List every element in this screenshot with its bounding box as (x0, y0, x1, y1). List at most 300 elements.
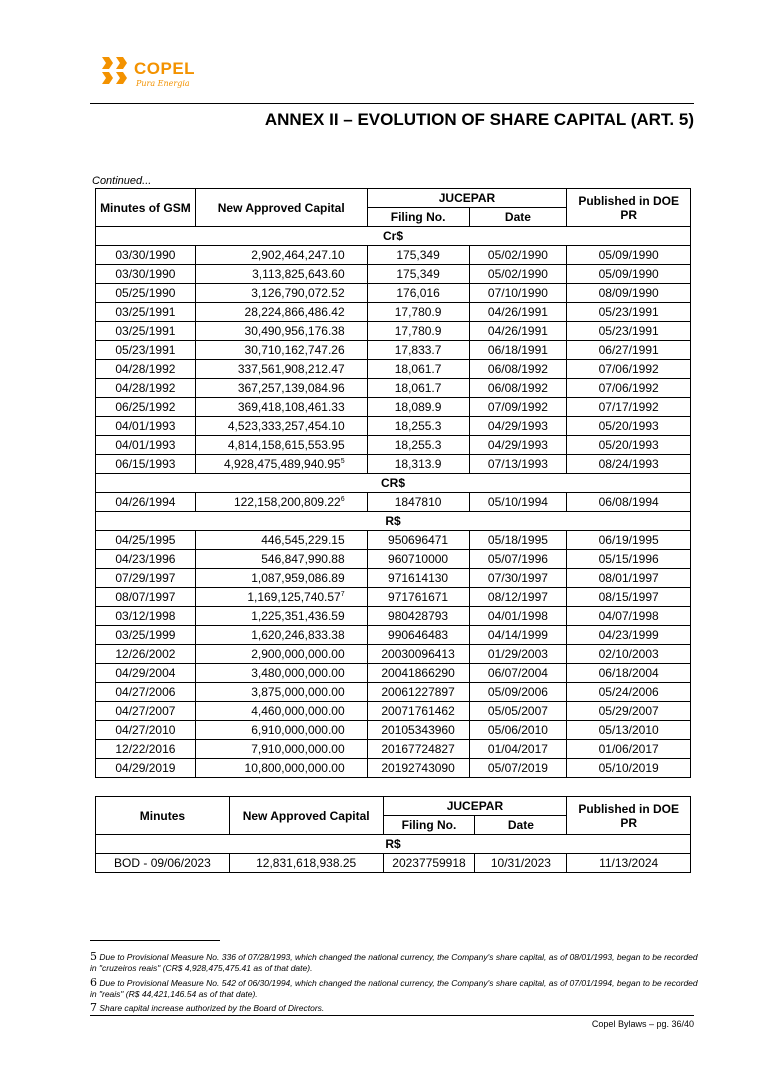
cell-date (469, 607, 567, 626)
cell-capital (195, 379, 367, 398)
cell-value: 337,561,908,212.47 (237, 362, 345, 376)
copel-logo-icon (100, 55, 130, 87)
cell-value: 6,910,000,000.00 (251, 723, 345, 737)
cell-filing (367, 664, 469, 683)
col-date: Date (469, 208, 567, 227)
cell-value: 20061227897 (381, 685, 455, 699)
cell-value: 980428793 (388, 609, 449, 623)
cell-value: 1,169,125,740.57 (247, 590, 341, 604)
col-filing: Filing No. (383, 816, 475, 835)
cell-value: 05/20/1993 (598, 419, 659, 433)
cell-minutes (96, 607, 196, 626)
footnote-ref: 5 (340, 458, 345, 465)
cell-capital (195, 322, 367, 341)
cell-value: 08/09/1990 (598, 286, 659, 300)
cell-value: 04/29/2019 (115, 761, 176, 775)
col-date: Date (475, 816, 567, 835)
section-row (96, 512, 691, 531)
cell-filing (367, 550, 469, 569)
table-row (96, 360, 691, 379)
col-published: Published in DOE PR (567, 797, 691, 835)
cell-value: 367,257,139,084.96 (237, 381, 345, 395)
table-row (96, 759, 691, 778)
cell-value: 18,255.3 (394, 419, 442, 433)
table-row (96, 417, 691, 436)
cell-value: 03/25/1991 (115, 324, 176, 338)
cell-published (567, 303, 691, 322)
section-row (96, 835, 691, 854)
cell-date (469, 360, 567, 379)
col-jucepar: JUCEPAR (383, 797, 567, 816)
cell-value: 176,016 (396, 286, 440, 300)
cell-date (469, 341, 567, 360)
cell-value: 971761671 (388, 590, 449, 604)
cell-capital (195, 341, 367, 360)
cell-value: 3,480,000,000.00 (251, 666, 345, 680)
cell-capital (195, 702, 367, 721)
cell-published (567, 398, 691, 417)
cell-value: 3,126,790,072.52 (251, 286, 345, 300)
footnote-rule (90, 940, 220, 941)
footer-rule (90, 1015, 694, 1016)
cell-capital: 12,831,618,938.25 (229, 854, 383, 873)
footnote-7 (90, 1002, 698, 1014)
page-title: ANNEX II – EVOLUTION OF SHARE CAPITAL (ART. 5) (264, 110, 694, 129)
cell-value: 04/01/1993 (115, 419, 176, 433)
table-row (96, 455, 691, 474)
cell-date (469, 303, 567, 322)
cell-value: 05/13/2010 (598, 723, 659, 737)
cell-minutes (96, 721, 196, 740)
cell-published (567, 246, 691, 265)
cell-published (567, 588, 691, 607)
cell-value: 05/07/2019 (487, 761, 548, 775)
cell-value: 01/29/2003 (487, 647, 548, 661)
footnote-text: Share capital increase authorized by the Board of Directors. (99, 1003, 325, 1013)
cell-date (469, 759, 567, 778)
cell-date (469, 322, 567, 341)
footnote-6 (90, 977, 698, 1000)
table-row (96, 303, 691, 322)
cell-value: 175,349 (396, 248, 440, 262)
cell-value: 06/08/1992 (487, 381, 548, 395)
cell-date (469, 246, 567, 265)
currency-label: R$ (96, 835, 691, 854)
cell-value: 04/01/1998 (487, 609, 548, 623)
cell-date (469, 588, 567, 607)
cell-capital (195, 265, 367, 284)
cell-value: 1,225,351,436.59 (251, 609, 345, 623)
table-row (96, 721, 691, 740)
cell-filing (367, 702, 469, 721)
cell-value: 05/06/2010 (487, 723, 548, 737)
cell-published (567, 455, 691, 474)
cell-minutes: BOD - 09/06/2023 (96, 854, 230, 873)
cell-value: 10,800,000,000.00 (244, 761, 345, 775)
cell-published (567, 683, 691, 702)
cell-value: 03/12/1998 (115, 609, 176, 623)
cell-date (469, 721, 567, 740)
cell-filing (367, 265, 469, 284)
cell-value: 04/26/1991 (487, 305, 548, 319)
cell-value: 950696471 (388, 533, 449, 547)
table-row (96, 379, 691, 398)
cell-value: 17,833.7 (394, 343, 442, 357)
cell-published (567, 721, 691, 740)
cell-date (469, 436, 567, 455)
cell-date (469, 455, 567, 474)
footnote-ref: 7 (340, 591, 345, 598)
cell-value: 03/25/1999 (115, 628, 176, 642)
currency-label: Cr$ (96, 227, 691, 246)
cell-value: 2,902,464,247.10 (251, 248, 345, 262)
cell-published (567, 664, 691, 683)
col-filing: Filing No. (367, 208, 469, 227)
cell-minutes (96, 759, 196, 778)
cell-minutes (96, 436, 196, 455)
cell-value: 17,780.9 (394, 305, 442, 319)
table-row (96, 569, 691, 588)
cell-value: 05/07/1996 (487, 552, 548, 566)
cell-date (469, 398, 567, 417)
cell-capital (195, 531, 367, 550)
cell-minutes (96, 531, 196, 550)
col-capital: New Approved Capital (229, 797, 383, 835)
cell-value: 04/26/1994 (115, 495, 176, 509)
table-row (96, 341, 691, 360)
cell-value: 122,158,200,809.22 (233, 495, 341, 509)
cell-value: 07/29/1997 (115, 571, 176, 585)
share-capital-table (95, 188, 691, 778)
cell-capital (195, 284, 367, 303)
table-row (96, 645, 691, 664)
cell-value: 06/08/1992 (487, 362, 548, 376)
cell-capital (195, 664, 367, 683)
brand-name: COPEL (134, 59, 196, 78)
cell-filing (367, 455, 469, 474)
table-row (96, 626, 691, 645)
cell-value: 05/02/1990 (487, 248, 548, 262)
cell-value: 28,224,866,486.42 (244, 305, 345, 319)
cell-published (567, 759, 691, 778)
cell-date (469, 740, 567, 759)
cell-value: 05/23/1991 (115, 343, 176, 357)
cell-filing (367, 398, 469, 417)
table-row (96, 683, 691, 702)
cell-value: 04/26/1991 (487, 324, 548, 338)
cell-value: 4,460,000,000.00 (251, 704, 345, 718)
continued-note: Continued... (92, 175, 152, 187)
cell-value: 04/07/1998 (598, 609, 659, 623)
cell-value: 4,523,333,257,454.10 (227, 419, 345, 433)
cell-date (469, 550, 567, 569)
cell-capital (195, 645, 367, 664)
cell-value: 07/17/1992 (598, 400, 659, 414)
cell-value: 04/27/2007 (115, 704, 176, 718)
cell-capital (195, 398, 367, 417)
cell-value: 05/23/1991 (598, 305, 659, 319)
cell-capital (195, 550, 367, 569)
table-row (96, 322, 691, 341)
table-row (96, 284, 691, 303)
cell-value: 1,620,246,833.38 (251, 628, 345, 642)
cell-published (567, 436, 691, 455)
cell-value: 20192743090 (381, 761, 455, 775)
col-published: Published in DOE PR (567, 189, 691, 227)
cell-minutes (96, 702, 196, 721)
cell-value: 18,255.3 (394, 438, 442, 452)
cell-value: 20030096413 (381, 647, 455, 661)
cell-published (567, 417, 691, 436)
cell-value: 04/28/1992 (115, 381, 176, 395)
cell-value: 30,490,956,176.38 (244, 324, 345, 338)
cell-filing (367, 303, 469, 322)
cell-value: 04/01/1993 (115, 438, 176, 452)
cell-value: 04/29/2004 (115, 666, 176, 680)
brand-tagline: Pura Energia (136, 79, 190, 88)
cell-date (469, 645, 567, 664)
cell-published (567, 645, 691, 664)
cell-value: 01/06/2017 (598, 742, 659, 756)
cell-minutes (96, 683, 196, 702)
cell-value: 04/28/1992 (115, 362, 176, 376)
cell-filing (367, 531, 469, 550)
cell-minutes (96, 379, 196, 398)
cell-minutes (96, 322, 196, 341)
cell-value: 07/13/1993 (487, 457, 548, 471)
cell-published (567, 493, 691, 512)
cell-value: 2,900,000,000.00 (251, 647, 345, 661)
footnote-number: 5 (90, 950, 97, 963)
cell-filing (367, 284, 469, 303)
cell-value: 990646483 (388, 628, 449, 642)
cell-value: 06/19/1995 (598, 533, 659, 547)
cell-minutes (96, 740, 196, 759)
cell-date (469, 284, 567, 303)
cell-minutes (96, 265, 196, 284)
cell-value: 05/15/1996 (598, 552, 659, 566)
cell-value: 04/27/2010 (115, 723, 176, 737)
cell-published (567, 379, 691, 398)
cell-capital (195, 683, 367, 702)
cell-value: 20071761462 (381, 704, 455, 718)
cell-minutes (96, 246, 196, 265)
cell-published (567, 569, 691, 588)
cell-value: 20041866290 (381, 666, 455, 680)
cell-date (469, 702, 567, 721)
table-row (96, 607, 691, 626)
cell-value: 05/18/1995 (487, 533, 548, 547)
cell-value: 12/22/2016 (115, 742, 176, 756)
table-row (96, 588, 691, 607)
currency-label: R$ (96, 512, 691, 531)
cell-value: 07/06/1992 (598, 381, 659, 395)
cell-minutes (96, 664, 196, 683)
cell-published (567, 607, 691, 626)
col-minutes: Minutes (96, 797, 230, 835)
cell-value: 17,780.9 (394, 324, 442, 338)
cell-value: 04/14/1999 (487, 628, 548, 642)
cell-value: 06/27/1991 (598, 343, 659, 357)
cell-value: 05/23/1991 (598, 324, 659, 338)
cell-capital (195, 246, 367, 265)
cell-filing (367, 626, 469, 645)
table-row (96, 740, 691, 759)
cell-date (469, 379, 567, 398)
cell-capital (195, 455, 367, 474)
cell-value: 05/20/1993 (598, 438, 659, 452)
table-row (96, 854, 691, 873)
cell-value: 07/09/1992 (487, 400, 548, 414)
table-row (96, 702, 691, 721)
cell-date: 10/31/2023 (475, 854, 567, 873)
cell-value: 175,349 (396, 267, 440, 281)
cell-minutes (96, 398, 196, 417)
cell-published (567, 740, 691, 759)
cell-value: 546,847,990.88 (261, 552, 345, 566)
cell-published (567, 265, 691, 284)
cell-date (469, 569, 567, 588)
cell-date (469, 417, 567, 436)
section-row (96, 227, 691, 246)
cell-filing (367, 607, 469, 626)
section-row (96, 474, 691, 493)
cell-value: 07/06/1992 (598, 362, 659, 376)
cell-value: 06/18/1991 (487, 343, 548, 357)
cell-published (567, 550, 691, 569)
cell-value: 07/10/1990 (487, 286, 548, 300)
cell-capital (195, 493, 367, 512)
cell-value: 08/01/1997 (598, 571, 659, 585)
cell-value: 4,928,475,489,940.95 (223, 457, 341, 471)
cell-capital (195, 607, 367, 626)
cell-published: 11/13/2024 (567, 854, 691, 873)
cell-capital (195, 436, 367, 455)
cell-value: 971614130 (388, 571, 449, 585)
cell-value: 05/05/2007 (487, 704, 548, 718)
cell-value: 05/09/1990 (598, 248, 659, 262)
cell-date (469, 493, 567, 512)
cell-value: 18,061.7 (394, 362, 442, 376)
cell-value: 3,875,000,000.00 (251, 685, 345, 699)
cell-filing (367, 246, 469, 265)
cell-filing (367, 588, 469, 607)
table-row (96, 246, 691, 265)
cell-value: 3,113,825,643.60 (252, 267, 345, 281)
cell-minutes (96, 645, 196, 664)
cell-capital (195, 740, 367, 759)
cell-value: 05/02/1990 (487, 267, 548, 281)
cell-filing (367, 417, 469, 436)
cell-capital (195, 759, 367, 778)
cell-value: 08/24/1993 (598, 457, 659, 471)
cell-filing (367, 360, 469, 379)
cell-filing (367, 683, 469, 702)
cell-value: 20167724827 (381, 742, 455, 756)
cell-value: 18,313.9 (394, 457, 442, 471)
cell-value: 06/25/1992 (115, 400, 176, 414)
cell-minutes (96, 284, 196, 303)
col-jucepar: JUCEPAR (367, 189, 567, 208)
footnote-ref: 6 (340, 496, 345, 503)
currency-label: CR$ (96, 474, 691, 493)
cell-value: 12/26/2002 (115, 647, 176, 661)
cell-filing (367, 379, 469, 398)
cell-value: 07/30/1997 (487, 571, 548, 585)
cell-value: 02/10/2003 (598, 647, 659, 661)
cell-capital (195, 303, 367, 322)
cell-capital (195, 588, 367, 607)
table-row (96, 436, 691, 455)
cell-minutes (96, 588, 196, 607)
cell-filing (367, 759, 469, 778)
cell-value: 18,089.9 (394, 400, 442, 414)
page-number: Copel Bylaws – pg. 36/40 (591, 1019, 694, 1029)
cell-minutes (96, 493, 196, 512)
footnote-number: 7 (90, 1001, 97, 1014)
cell-value: 08/07/1997 (115, 590, 176, 604)
cell-value: 04/29/1993 (487, 438, 548, 452)
cell-value: 06/15/1993 (115, 457, 176, 471)
copel-logo (100, 55, 210, 95)
cell-minutes (96, 569, 196, 588)
cell-published (567, 702, 691, 721)
cell-value: 05/10/2019 (598, 761, 659, 775)
cell-value: 4,814,158,615,553.95 (227, 438, 345, 452)
cell-minutes (96, 341, 196, 360)
cell-filing (367, 436, 469, 455)
cell-date (469, 664, 567, 683)
cell-capital (195, 417, 367, 436)
cell-value: 7,910,000,000.00 (251, 742, 345, 756)
table-row (96, 550, 691, 569)
cell-value: 06/18/2004 (598, 666, 659, 680)
cell-filing (367, 645, 469, 664)
cell-value: 04/23/1999 (598, 628, 659, 642)
cell-capital (195, 360, 367, 379)
cell-published (567, 341, 691, 360)
table-row (96, 664, 691, 683)
cell-value: 05/24/2006 (598, 685, 659, 699)
cell-filing (367, 740, 469, 759)
cell-value: 04/27/2006 (115, 685, 176, 699)
table-row (96, 531, 691, 550)
cell-value: 446,545,229.15 (261, 533, 345, 547)
cell-value: 05/09/1990 (598, 267, 659, 281)
latest-capital-table (95, 796, 691, 873)
cell-published (567, 322, 691, 341)
cell-capital (195, 626, 367, 645)
cell-value: 1,087,959,086.89 (251, 571, 345, 585)
cell-value: 03/25/1991 (115, 305, 176, 319)
cell-minutes (96, 550, 196, 569)
cell-published (567, 360, 691, 379)
cell-minutes (96, 360, 196, 379)
cell-value: 369,418,108,461.33 (237, 400, 345, 414)
cell-value: 18,061.7 (394, 381, 442, 395)
cell-capital (195, 721, 367, 740)
cell-value: 05/25/1990 (115, 286, 176, 300)
cell-published (567, 531, 691, 550)
cell-value: 03/30/1990 (115, 248, 176, 262)
footnote-number: 6 (90, 976, 97, 989)
cell-value: 20105343960 (381, 723, 455, 737)
cell-value: 08/15/1997 (598, 590, 659, 604)
cell-minutes (96, 626, 196, 645)
table-row (96, 398, 691, 417)
cell-value: 01/04/2017 (487, 742, 548, 756)
cell-value: 05/29/2007 (598, 704, 659, 718)
